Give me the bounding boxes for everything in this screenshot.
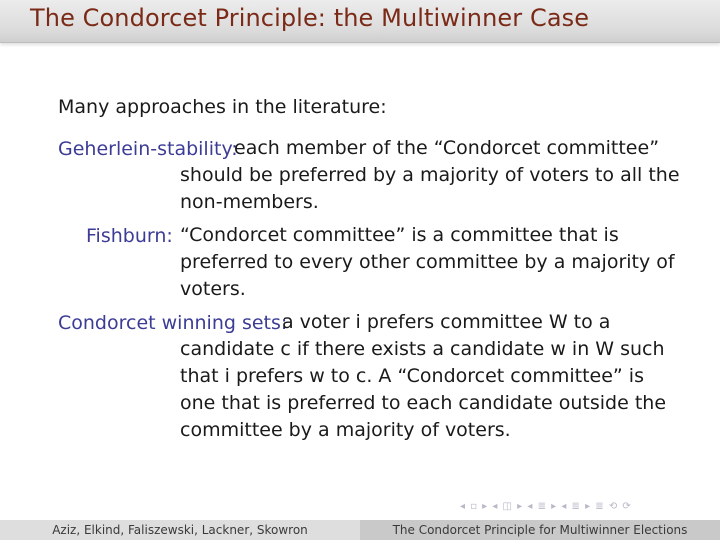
def-cws-line-1: a voter i prefers committee W to a (282, 311, 611, 333)
def-cws-line-2: candidate c if there exists a candidate w in W such (180, 338, 665, 360)
def-fishburn-line-3: voters. (180, 278, 246, 300)
def-cws-line-3: that i prefers w to c. A “Condorcet committee” is (180, 365, 644, 387)
def-geherlein-line-2: should be preferred by a majority of voters to all the (180, 164, 680, 186)
def-fishburn-line-2: preferred to every other committee by a majority of (180, 251, 675, 273)
term-condorcet-winning-sets: Condorcet winning sets: (58, 312, 288, 334)
def-cws-line-4: one that is preferred to each candidate outside the (180, 392, 667, 414)
def-geherlein-line-3: non-members. (180, 191, 319, 213)
slide-title: The Condorcet Principle: the Multiwinner Case (30, 4, 590, 32)
footer-authors: Aziz, Elkind, Faliszewski, Lackner, Skowron (0, 520, 360, 540)
term-fishburn: Fishburn: (86, 225, 173, 247)
intro-text: Many approaches in the literature: (58, 96, 387, 118)
footer-short-title: The Condorcet Principle for Multiwinner Elections (360, 520, 720, 540)
def-geherlein-line-1: each member of the “Condorcet committee” (234, 137, 660, 159)
slide-footer (0, 520, 720, 540)
def-cws-line-5: committee by a majority of voters. (180, 419, 511, 441)
beamer-navigation-icons[interactable]: ◂ ▫ ▸ ◂ ◫ ▸ ◂ ≣ ▸ ◂ ≣ ▸ ≣ ⟲ ⟳ (460, 501, 632, 512)
term-geherlein: Geherlein-stability: (58, 138, 238, 160)
def-fishburn-line-1: “Condorcet committee” is a committee that is (180, 224, 619, 246)
slide-header (0, 0, 720, 43)
